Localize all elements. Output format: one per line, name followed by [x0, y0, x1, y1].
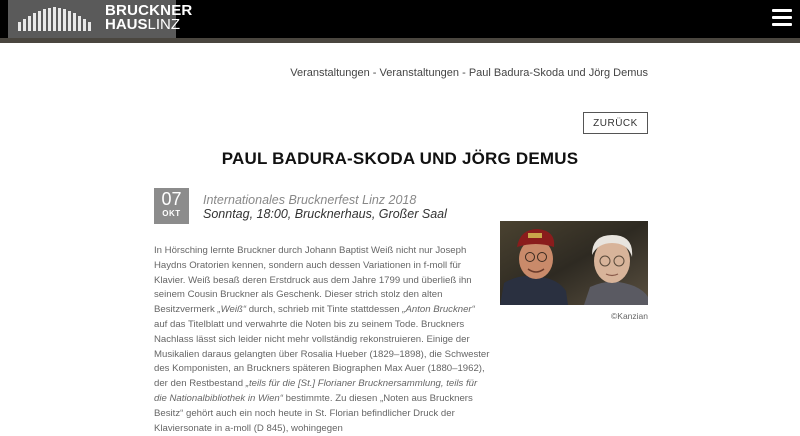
- breadcrumb-separator: -: [369, 67, 380, 79]
- logo-line2: [105, 18, 192, 32]
- description-text: durch, schrieb mit Tinte stattdessen: [246, 304, 403, 316]
- description-quote: „teils für die [St.] Florianer Brucknersammlung, teils für die Nationalbibliothek in Wien“: [154, 378, 478, 404]
- hamburger-menu-icon[interactable]: [772, 9, 792, 27]
- event-description: [154, 244, 490, 436]
- artists-photo: [500, 221, 648, 305]
- description-text: auf das Titelblatt und verwahrte die Noten bis zu seinem Tode. Bruckners Nachlass lässt sich leider nicht mehr vollständig rekonstruieren. Einige der Musikalien daraus gelangten über Rosalia Hueber (1829–1898), die Schwester des Komponisten, an Bruckners späteren Biographen Max Auer (1880–1962), der den Restbestand: [154, 318, 490, 390]
- description-text: bestimmte. Zu diesen „Noten aus Bruckners Besitz“ gehört auch ein noch heute in St. Florian befindlicher Druck der Klaviersonate in a-moll (D 845), wohingegen: [154, 392, 473, 434]
- menu-bar-top: [772, 9, 792, 12]
- event-datetime-venue: Sonntag, 18:00, Brucknerhaus, Großer Saal: [203, 207, 447, 221]
- page-title: PAUL BADURA-SKODA UND JÖRG DEMUS: [221, 149, 579, 168]
- event-date-badge: [154, 188, 189, 224]
- event-day: 07: [161, 189, 182, 209]
- description-text: In Hörsching lernte Bruckner durch Johann Baptist Weiß nicht nur Joseph Haydns Oratorien kennen, sondern auch dessen Variationen in f-moll für Klavier. Weiß besaß deren Erstdruck aus dem Jahre 1799 und überließ ihn seinem Cousin Bruckner als Geschenk. Dieser strich stolz den alten Besitzvermerk: [154, 245, 472, 316]
- breadcrumb-link-veranstaltungen[interactable]: Veranstaltungen: [290, 67, 370, 79]
- breadcrumb-link-veranstaltungen-2[interactable]: Veranstaltungen: [379, 67, 460, 79]
- event-festival: Internationales Brucknerfest Linz 2018: [203, 193, 417, 207]
- menu-bar-middle: [772, 16, 792, 19]
- organ-pipes-logo-icon: [16, 5, 96, 33]
- logo-linz: LINZ: [147, 16, 181, 33]
- description-quote: „Anton Bruckner“: [402, 304, 475, 316]
- photo-credit: ©Kanzian: [611, 311, 648, 321]
- breadcrumb: [290, 67, 648, 79]
- breadcrumb-separator: -: [459, 67, 469, 79]
- logo-haus: HAUS: [105, 16, 148, 33]
- breadcrumb-current: Paul Badura-Skoda und Jörg Demus: [468, 67, 648, 79]
- artists-photo-image: [500, 221, 648, 305]
- description-quote: „Weiß“: [217, 304, 247, 316]
- logo-wordmark: [105, 4, 192, 32]
- brucknerhaus-logo[interactable]: [8, 0, 193, 38]
- event-month: OKT: [162, 209, 181, 218]
- header-accent-line: [0, 38, 800, 43]
- logo-line1: BRUCKNER: [105, 2, 193, 19]
- back-button[interactable]: ZURÜCK: [583, 112, 648, 134]
- menu-bar-bottom: [772, 23, 792, 26]
